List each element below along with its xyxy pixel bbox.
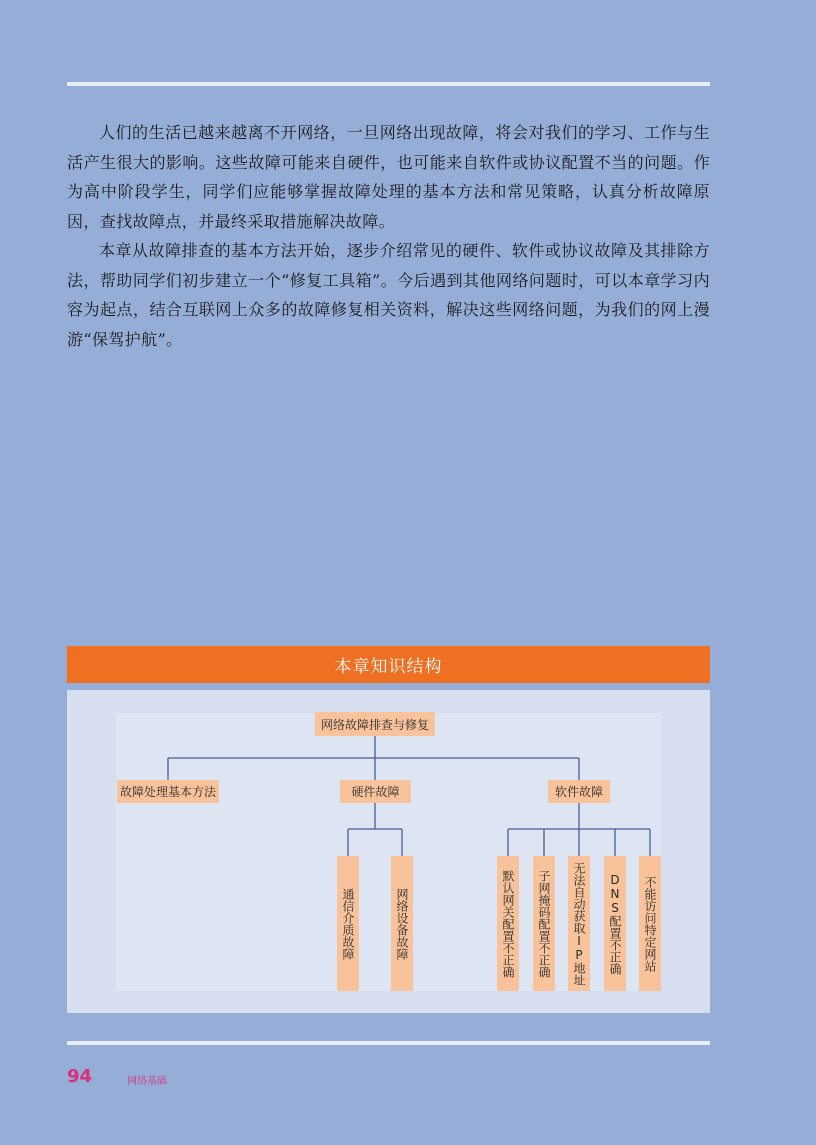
intro-paragraph-1: 人们的生活已越来越离不开网络，一旦网络出现故障，将会对我们的学习、工作与生活产生很大的影响。这些故障可能来自硬件，也可能来自软件或协议配置不当的问题。作为高中阶段学生，同学们应能够掌握故障处理的基本方法和常见策略，认真分析故障原因，查找故障点，并最终采取措施解决故障。: [67, 123, 710, 231]
node-site-access: 不能访问特定网站: [639, 856, 661, 991]
node-subnet-config: 子网掩码配置不正确: [533, 856, 555, 991]
node-hardware-faults: 硬件故障: [340, 780, 411, 803]
root-node: 网络故障排查与修复: [315, 712, 435, 736]
node-software-faults: 软件故障: [548, 780, 610, 803]
node-dns-config: DNS配置不正确: [604, 856, 626, 991]
book-title: 网络基础: [127, 1076, 167, 1087]
node-gateway-config: 默认网关配置不正确: [497, 856, 519, 991]
node-basic-methods: 故障处理基本方法: [117, 780, 219, 803]
intro-paragraph-2: 本章从故障排查的基本方法开始，逐步介绍常见的硬件、软件或协议故障及其排除方法，帮助同学们初步建立一个“修复工具箱”。今后遇到其他网络问题时，可以本章学习内容为起点，结合互联网上众多的故障修复相关资料，解决这些网络问题，为我们的网上漫游“保驾护航”。: [67, 241, 710, 349]
node-medium-fault: 通信介质故障: [337, 856, 359, 991]
bottom-rule: [67, 1041, 710, 1045]
node-dhcp-fail: 无法自动获取IP地址: [568, 856, 590, 991]
knowledge-structure-header: 本章知识结构: [67, 646, 710, 683]
page-number: 94: [67, 1066, 93, 1087]
node-device-fault: 网络设备故障: [391, 856, 413, 991]
